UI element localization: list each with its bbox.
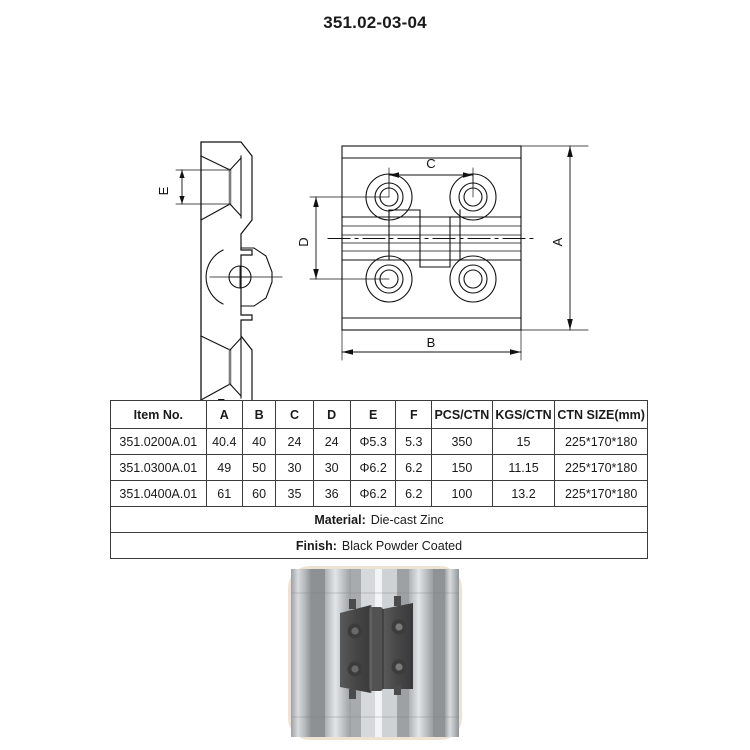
cell-pcs: 150	[432, 455, 493, 481]
product-photo-illustration	[291, 569, 459, 737]
cell-b: 50	[242, 455, 276, 481]
cell-c: 35	[276, 481, 313, 507]
hinge-assembly	[340, 596, 413, 699]
table-header-row	[111, 401, 648, 429]
col-header-c: C	[276, 401, 313, 429]
cell-ctn: 225*170*180	[555, 429, 648, 455]
col-header-d: D	[313, 401, 350, 429]
cell-a: 49	[206, 455, 242, 481]
product-photo	[288, 566, 462, 740]
mounting-holes	[366, 174, 496, 302]
col-header-a: A	[206, 401, 242, 429]
col-header-b: B	[242, 401, 276, 429]
cell-a: 61	[206, 481, 242, 507]
col-header-ctn-size: CTN SIZE(mm)	[555, 401, 648, 429]
cell-a: 40.4	[206, 429, 242, 455]
finish-label: Finish:	[295, 538, 337, 553]
dimension-label-D: D	[296, 237, 311, 247]
cell-e: Φ5.3	[350, 429, 396, 455]
material-note	[111, 507, 648, 533]
table-note-row-finish	[111, 533, 648, 559]
table-row	[111, 455, 648, 481]
cell-ctn: 225*170*180	[555, 455, 648, 481]
material-value: Die-cast Zinc	[370, 512, 444, 527]
finish-value: Black Powder Coated	[341, 538, 463, 553]
material-label: Material:	[314, 512, 366, 527]
cell-e: Φ6.2	[350, 481, 396, 507]
cell-b: 40	[242, 429, 276, 455]
col-header-f: F	[396, 401, 432, 429]
cell-kgs: 13.2	[492, 481, 555, 507]
cell-c: 30	[276, 455, 313, 481]
cell-item-no: 351.0300A.01	[111, 455, 207, 481]
dimension-label-A: A	[550, 237, 565, 247]
spec-table-container	[110, 400, 648, 559]
cell-e: Φ6.2	[350, 455, 396, 481]
cell-c: 24	[276, 429, 313, 455]
dimension-label-E: E	[156, 186, 171, 196]
front-view-geometry	[310, 146, 588, 360]
finish-note	[111, 533, 648, 559]
col-header-pcs-ctn: PCS/CTN	[432, 401, 493, 429]
col-header-kgs-ctn: KGS/CTN	[492, 401, 555, 429]
cell-f: 6.2	[396, 481, 432, 507]
cell-pcs: 350	[432, 429, 493, 455]
cell-pcs: 100	[432, 481, 493, 507]
cell-ctn: 225*170*180	[555, 481, 648, 507]
spec-table	[110, 400, 648, 559]
cell-item-no: 351.0400A.01	[111, 481, 207, 507]
technical-drawing-area	[0, 60, 750, 390]
table-row	[111, 429, 648, 455]
cell-d: 24	[313, 429, 350, 455]
dimension-label-B: B	[426, 335, 436, 350]
dimension-label-C: C	[426, 156, 436, 171]
cell-b: 60	[242, 481, 276, 507]
page-title: 351.02-03-04	[323, 13, 427, 32]
cell-f: 6.2	[396, 455, 432, 481]
cell-item-no: 351.0200A.01	[111, 429, 207, 455]
side-view-geometry	[176, 142, 282, 432]
cell-d: 30	[313, 455, 350, 481]
col-header-e: E	[350, 401, 396, 429]
cell-kgs: 15	[492, 429, 555, 455]
cell-d: 36	[313, 481, 350, 507]
table-note-row-material	[111, 507, 648, 533]
col-header-item-no: Item No.	[111, 401, 207, 429]
technical-drawing-svg	[0, 60, 750, 390]
cell-f: 5.3	[396, 429, 432, 455]
cell-kgs: 11.15	[492, 455, 555, 481]
table-row	[111, 481, 648, 507]
